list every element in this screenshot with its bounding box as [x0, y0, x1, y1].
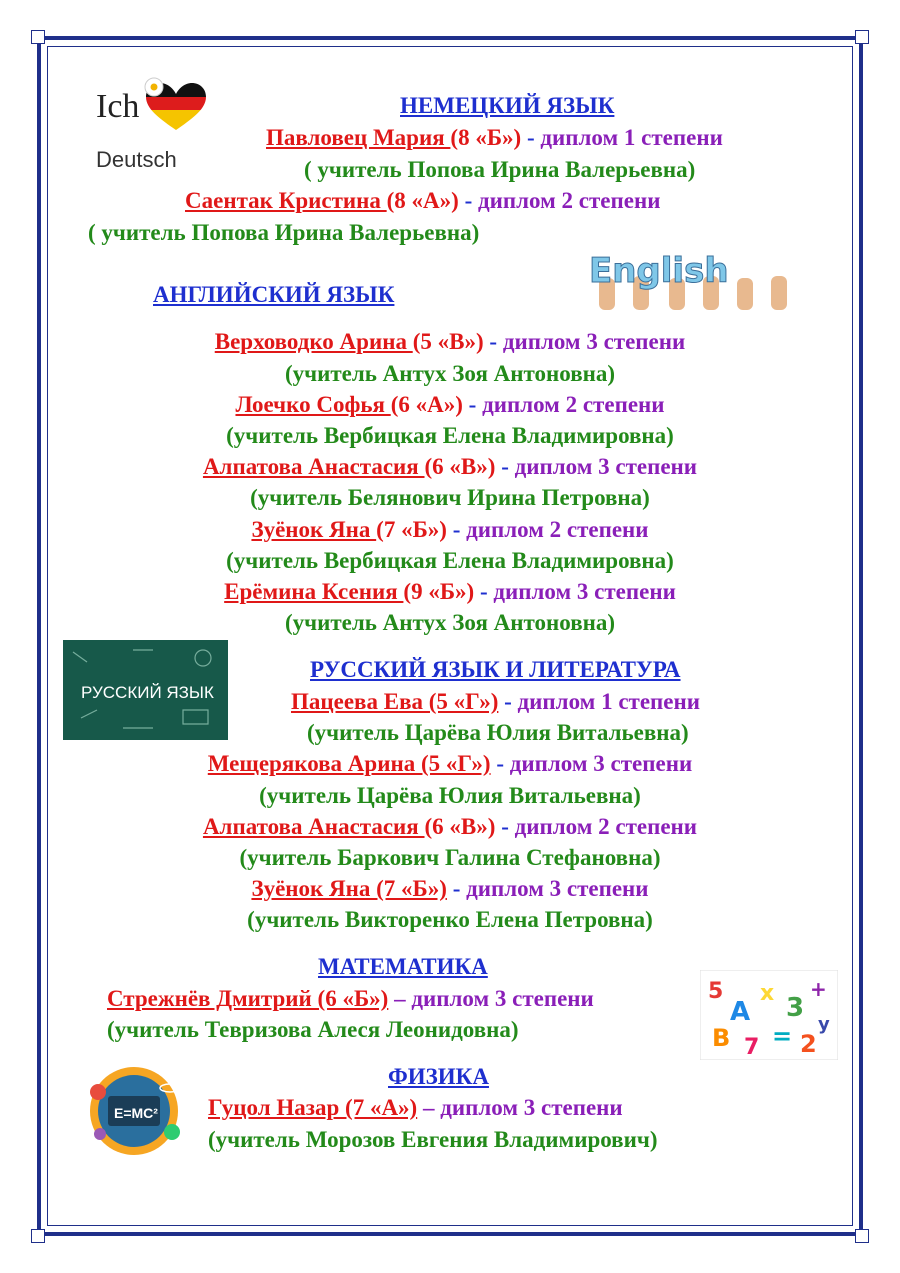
- student-name: Алпатова Анастасия: [202, 814, 425, 839]
- svg-text:=: =: [772, 1022, 793, 1050]
- english-entry-3: [0, 453, 900, 481]
- russian-teacher-1: [307, 719, 689, 747]
- russian-teacher-3: [0, 844, 900, 872]
- student-name: Пацеева Ева (5 «Г»): [291, 689, 499, 714]
- german-entry-2: [185, 187, 660, 215]
- physics-formula-text: E=MC²: [114, 1105, 158, 1121]
- russian-entry-3: [0, 813, 900, 841]
- student-class: (8 «А»): [386, 188, 459, 213]
- student-name: Ерёмина Ксения: [224, 579, 404, 604]
- svg-text:A: A: [730, 997, 751, 1027]
- heading-physics: [388, 1063, 489, 1091]
- svg-text:x: x: [760, 981, 775, 1006]
- teacher-text: (учитель Баркович Галина Стефановна): [239, 845, 661, 870]
- award-text: диплом 3 степени: [514, 454, 698, 479]
- student-name: Мещерякова Арина (5 «Г»): [207, 751, 491, 776]
- english-teacher-5: [0, 609, 900, 637]
- math-letters-image: [700, 970, 838, 1060]
- heading-german: [400, 92, 614, 120]
- frame-corner: [855, 1229, 869, 1243]
- teacher-text: (учитель Вербицкая Елена Владимировна): [226, 423, 674, 448]
- russian-chalkboard-image: [63, 640, 228, 740]
- student-name: Гуцол Назар (7 «А»): [208, 1095, 418, 1120]
- student-class: (9 «Б»): [403, 579, 475, 604]
- award-text: диплом 3 степени: [466, 876, 649, 901]
- logo-ich-text: Ich: [96, 88, 140, 125]
- ich-deutsch-logo: [90, 75, 210, 175]
- svg-text:3: 3: [786, 993, 805, 1023]
- award-text: диплом 2 степени: [514, 814, 698, 839]
- physics-teacher-1: [208, 1126, 658, 1154]
- english-entry-1: [0, 328, 900, 356]
- student-class: (6 «В»): [424, 454, 496, 479]
- section-heading: ФИЗИКА: [388, 1064, 489, 1089]
- student-name: Зуёнок Яна: [251, 517, 377, 542]
- svg-text:2: 2: [800, 1030, 817, 1058]
- student-name: Стрежнёв Дмитрий (6 «Б»): [107, 986, 389, 1011]
- award-text: диплом 3 степени: [440, 1095, 623, 1120]
- german-entry-1: [266, 124, 723, 152]
- student-name: Зуёнок Яна (7 «Б»): [251, 876, 447, 901]
- heading-russian: [310, 656, 681, 684]
- english-teacher-3: [0, 484, 900, 512]
- logo-deutsch-text: Deutsch: [96, 147, 177, 172]
- separator: -: [521, 125, 541, 150]
- english-entry-5: [0, 578, 900, 606]
- separator: -: [495, 814, 515, 839]
- frame-corner: [31, 30, 45, 44]
- teacher-text: (учитель Викторенко Елена Петровна): [247, 907, 653, 932]
- separator: -: [490, 751, 510, 776]
- english-entry-4: [0, 516, 900, 544]
- russian-entry-4: [0, 875, 900, 903]
- student-class: (5 «В»): [412, 329, 484, 354]
- separator: -: [495, 454, 515, 479]
- english-teacher-2: [0, 422, 900, 450]
- math-entry-1: [107, 985, 594, 1013]
- student-name: Верховодко Арина: [214, 329, 413, 354]
- separator: –: [388, 986, 412, 1011]
- teacher-text: ( учитель Попова Ирина Валерьевна): [304, 157, 696, 182]
- award-text: диплом 2 степени: [482, 392, 665, 417]
- svg-text:7: 7: [744, 1035, 760, 1060]
- german-teacher-2: [88, 219, 479, 247]
- russian-teacher-4: [0, 906, 900, 934]
- award-text: диплом 1 степени: [517, 689, 700, 714]
- teacher-text: (учитель Царёва Юлия Витальевна): [307, 720, 689, 745]
- student-name: Лоечко Софья: [235, 392, 391, 417]
- english-entry-2: [0, 391, 900, 419]
- separator: -: [474, 579, 494, 604]
- physics-icon-image: [78, 1062, 190, 1160]
- teacher-text: (учитель Белянович Ирина Петровна): [250, 485, 650, 510]
- frame-corner: [31, 1229, 45, 1243]
- student-name: Алпатова Анастасия: [202, 454, 425, 479]
- english-teacher-1: [0, 360, 900, 388]
- daisy-icon: [145, 78, 163, 96]
- svg-text:+: +: [810, 977, 827, 1001]
- award-text: диплом 2 степени: [466, 517, 649, 542]
- award-text: диплом 3 степени: [502, 329, 686, 354]
- award-text: диплом 1 степени: [540, 125, 723, 150]
- separator: -: [462, 392, 483, 417]
- section-heading: МАТЕМАТИКА: [318, 954, 488, 979]
- teacher-text: (учитель Морозов Евгения Владимирович): [208, 1127, 658, 1152]
- student-class: (6 «В»): [424, 814, 496, 839]
- student-class: (7 «Б»): [376, 517, 447, 542]
- teacher-text: (учитель Царёва Юлия Витальевна): [259, 783, 641, 808]
- frame-corner: [855, 30, 869, 44]
- section-heading: АНГЛИЙСКИЙ ЯЗЫК: [153, 282, 395, 307]
- teacher-text: (учитель Антух Зоя Антоновна): [284, 610, 616, 635]
- heading-english: [153, 281, 394, 309]
- section-heading: НЕМЕЦКИЙ ЯЗЫК: [400, 93, 615, 118]
- math-teacher-1: [107, 1016, 519, 1044]
- svg-text:5: 5: [708, 979, 724, 1004]
- separator: -: [446, 517, 467, 542]
- student-class: (8 «Б»): [450, 125, 522, 150]
- separator: –: [417, 1095, 441, 1120]
- student-class: (6 «А»): [390, 392, 463, 417]
- english-hands-image: [585, 252, 813, 310]
- russian-entry-1: [291, 688, 700, 716]
- teacher-text: (учитель Тевризова Алеся Леонидовна): [107, 1017, 519, 1042]
- student-name: Саентак Кристина: [185, 188, 387, 213]
- separator: -: [483, 329, 503, 354]
- english-text: English: [589, 252, 729, 291]
- student-name: Павловец Мария: [266, 125, 451, 150]
- separator: -: [458, 188, 478, 213]
- svg-text:B: B: [712, 1024, 731, 1052]
- heading-math: [318, 953, 488, 981]
- award-text: диплом 3 степени: [493, 579, 676, 604]
- physics-entry-1: [208, 1094, 623, 1122]
- svg-text:y: y: [818, 1014, 830, 1035]
- teacher-text: ( учитель Попова Ирина Валерьевна): [88, 220, 480, 245]
- english-teacher-4: [0, 547, 900, 575]
- award-text: диплом 2 степени: [478, 188, 661, 213]
- separator: -: [446, 876, 467, 901]
- section-heading: РУССКИЙ ЯЗЫК И ЛИТЕРАТУРА: [310, 657, 681, 682]
- russian-teacher-2: [0, 782, 900, 810]
- teacher-text: (учитель Вербицкая Елена Владимировна): [226, 548, 674, 573]
- teacher-text: (учитель Антух Зоя Антоновна): [284, 361, 616, 386]
- award-text: диплом 3 степени: [411, 986, 594, 1011]
- separator: -: [498, 689, 518, 714]
- russian-entry-2: [0, 750, 900, 778]
- award-text: диплом 3 степени: [509, 751, 693, 776]
- chalkboard-text: РУССКИЙ ЯЗЫК: [81, 683, 214, 702]
- german-teacher-1: [304, 156, 695, 184]
